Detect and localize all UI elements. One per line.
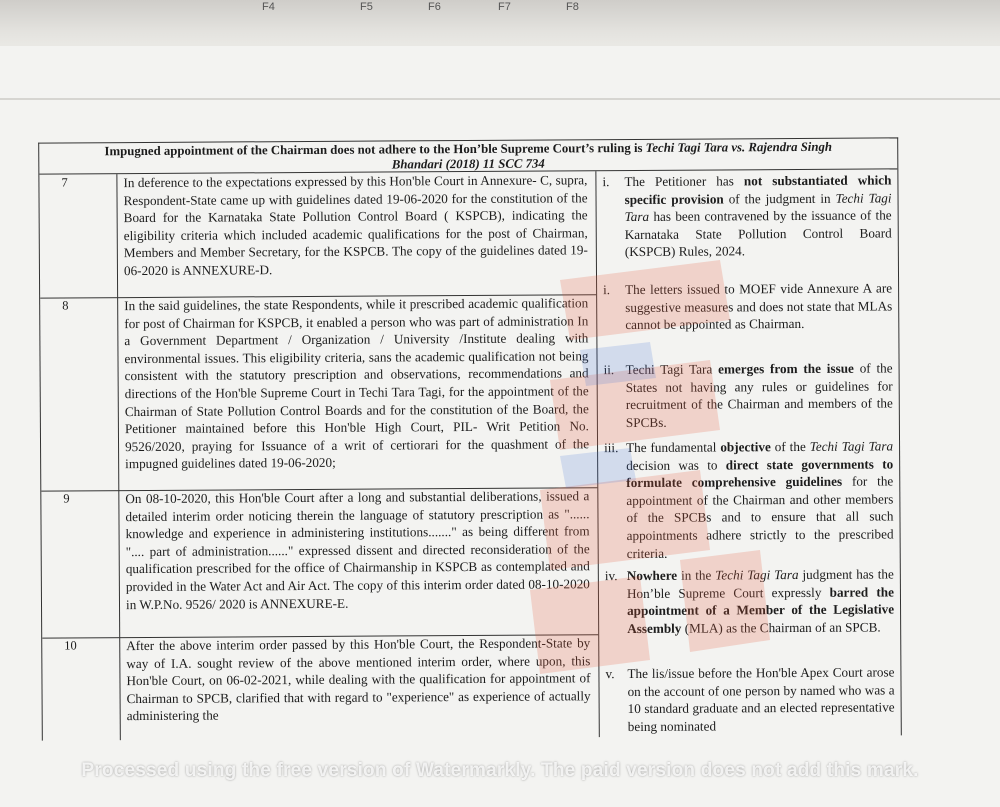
point-text-segment: of the judgment in bbox=[723, 190, 836, 207]
row-text: In the said guidelines, the state Respondents, while it prescribed academic qualification for post of Chairman for KSPCB, it enabled a person who was part of administration In a Government Department / Organization / University /Institute dealing with environmental issues. This eligibility criteria, sans the academic qualification not being consistent with the statutory prescription and observations, recommendations and directions of the Hon'ble Supreme Court in Techi Tara Tagi, for the appointment of the Chairman of State Pollution Control Boards and for the constitution of the Board, the Petitioner maintained before this Hon'ble High Court, PIL- Writ Petition No. 9526/2020, praying for Issuance of a writ of certiorari for the quashment of the impugned guidelines dated 19-06-2020; bbox=[124, 295, 590, 472]
key-label: F4 bbox=[262, 1, 275, 13]
row-text: On 08-10-2020, this Hon'ble Court after a long and substantial deliberations, issued a detailed interim order noticing therein the language of statutory prescription as "...... knowledge and experience in administering institutions......." as being different from ".... part of administration......" expressed dissent and directed reconsideration of the qualification prescribed for the office of Chairmanship in KSPCB as contemplated and provided in the Water Act and Air Act. The copy of this interim order dated 08-10-2020 in W.P.No. 9526/ 2020 is ANNEXURE-E. bbox=[125, 488, 590, 612]
key-label: F5 bbox=[360, 1, 373, 13]
point-text-segment: The lis/issue before the Hon'ble Apex Court arose on the account of one person by named who was a 10 standard graduate and an elected representative being nominated bbox=[627, 664, 895, 734]
response-point bbox=[603, 279, 892, 334]
facts-column bbox=[39, 171, 599, 740]
response-point bbox=[602, 171, 892, 261]
point-text bbox=[625, 279, 892, 333]
point-text-segment: in the bbox=[677, 567, 716, 583]
point-text bbox=[627, 663, 894, 735]
row-number: 7 bbox=[39, 174, 118, 297]
point-text-segment: decision was to bbox=[626, 457, 726, 473]
point-label: v. bbox=[605, 666, 615, 682]
key-label: F8 bbox=[566, 1, 579, 13]
row-number: 8 bbox=[40, 297, 119, 490]
point-text bbox=[624, 171, 892, 261]
key-label: F6 bbox=[428, 1, 441, 13]
response-point bbox=[604, 437, 894, 562]
response-point bbox=[605, 565, 894, 637]
document-table bbox=[38, 137, 902, 740]
table-row bbox=[39, 171, 596, 298]
point-text-segment: judgment has the Hon’ble Supreme Court expressly bbox=[626, 566, 894, 601]
bold-text: direct state governments to formulate comprehensive guidelines bbox=[626, 456, 894, 491]
response-point bbox=[604, 359, 893, 431]
row-number: 10 bbox=[42, 637, 121, 740]
point-text-segment: The letters issued to MOEF vide Annexure A are suggestive measures and does not state that MLAs cannot be appointed as Chairman. bbox=[625, 280, 893, 333]
key-label: F7 bbox=[498, 1, 511, 13]
point-label: iv. bbox=[604, 568, 618, 584]
row-text: In deference to the expectations expressed by this Hon'ble Court in Annexure- C, supra, Respondent-State came up with guidelines dated 19-06-2020 for the constitution of the Board for the Karnataka State Pollution Control Board ( KSPCB), indicating the eligibility criteria which included academic qualifications for the post of Chairman, Members and Member Secretary, for the KSPCB. The copy of the guidelines dated 19-06-2020 is ANNEXURE-D. bbox=[123, 172, 588, 279]
point-label: ii. bbox=[603, 362, 615, 378]
watermark-text: Processed using the free version of Watermarkly. The paid version does not add this mark. bbox=[81, 760, 919, 781]
row-number: 9 bbox=[41, 490, 120, 637]
bold-text: objective bbox=[720, 439, 771, 455]
point-text bbox=[627, 565, 894, 637]
point-text bbox=[626, 359, 893, 431]
point-text-segment: Techi Tagi Tara bbox=[625, 361, 719, 378]
point-text-segment: for the appointment of the Chairman and other members of the SPCBs and to ensure that all such appointments adhere strictly to the prescribed criteria. bbox=[626, 473, 894, 561]
table-row bbox=[40, 294, 597, 491]
point-label: iii. bbox=[604, 440, 619, 456]
response-column bbox=[596, 169, 900, 737]
point-text bbox=[626, 437, 894, 562]
point-label: i. bbox=[602, 174, 610, 190]
point-text-segment: has been contravened by the issuance of the Karnataka State Pollution Control Board (KSPCB) Rules, 2024. bbox=[624, 207, 892, 260]
case-name-text: Techi Tagi Tara bbox=[809, 438, 894, 454]
response-point bbox=[605, 663, 894, 735]
keyboard-strip bbox=[0, 0, 1000, 44]
paper-fold bbox=[0, 98, 1000, 100]
bold-text: not substantiated which specific provision bbox=[624, 172, 892, 207]
header-text: Impugned appointment of the Chairman does not adhere to the Hon’ble Supreme Court’s ruling is bbox=[104, 140, 646, 159]
table-row bbox=[41, 487, 598, 638]
point-label: i. bbox=[603, 282, 611, 298]
table-row bbox=[42, 634, 599, 740]
header-citation: Techi Tagi Tara vs. Rajendra Singh Bhandari (2018) 11 SCC 734 bbox=[391, 139, 833, 172]
bold-text: Nowhere bbox=[626, 567, 678, 584]
point-text-segment: (MLA) as the Chairman of an SPCB. bbox=[681, 619, 881, 636]
point-text-segment: of the bbox=[770, 438, 810, 455]
case-name-text: Techi Tagi Tara bbox=[624, 190, 892, 225]
point-text-segment: The fundamental bbox=[626, 439, 721, 456]
bold-text: barred the appointment of a Member of the Legislative Assembly bbox=[627, 584, 895, 636]
point-text-segment: The Petitioner has bbox=[624, 173, 744, 190]
bold-text: emerges from the issue bbox=[718, 360, 854, 377]
row-text: After the above interim order passed by this Hon'ble Court, the Respondent-State by way of I.A. sought review of the above mentioned interim order, where upon, this Hon'ble Court, on 06-02-2021, while dealing with the qualification for appointment of Chairman to SPCB, clarified that with regard to "experience" as experience of actually administering the bbox=[126, 635, 591, 724]
case-name-text: Techi Tagi Tara bbox=[715, 566, 799, 583]
point-text-segment: of the States not having any rules or guidelines for recruitment of the Chairman and members of the SPCBs. bbox=[625, 360, 893, 430]
